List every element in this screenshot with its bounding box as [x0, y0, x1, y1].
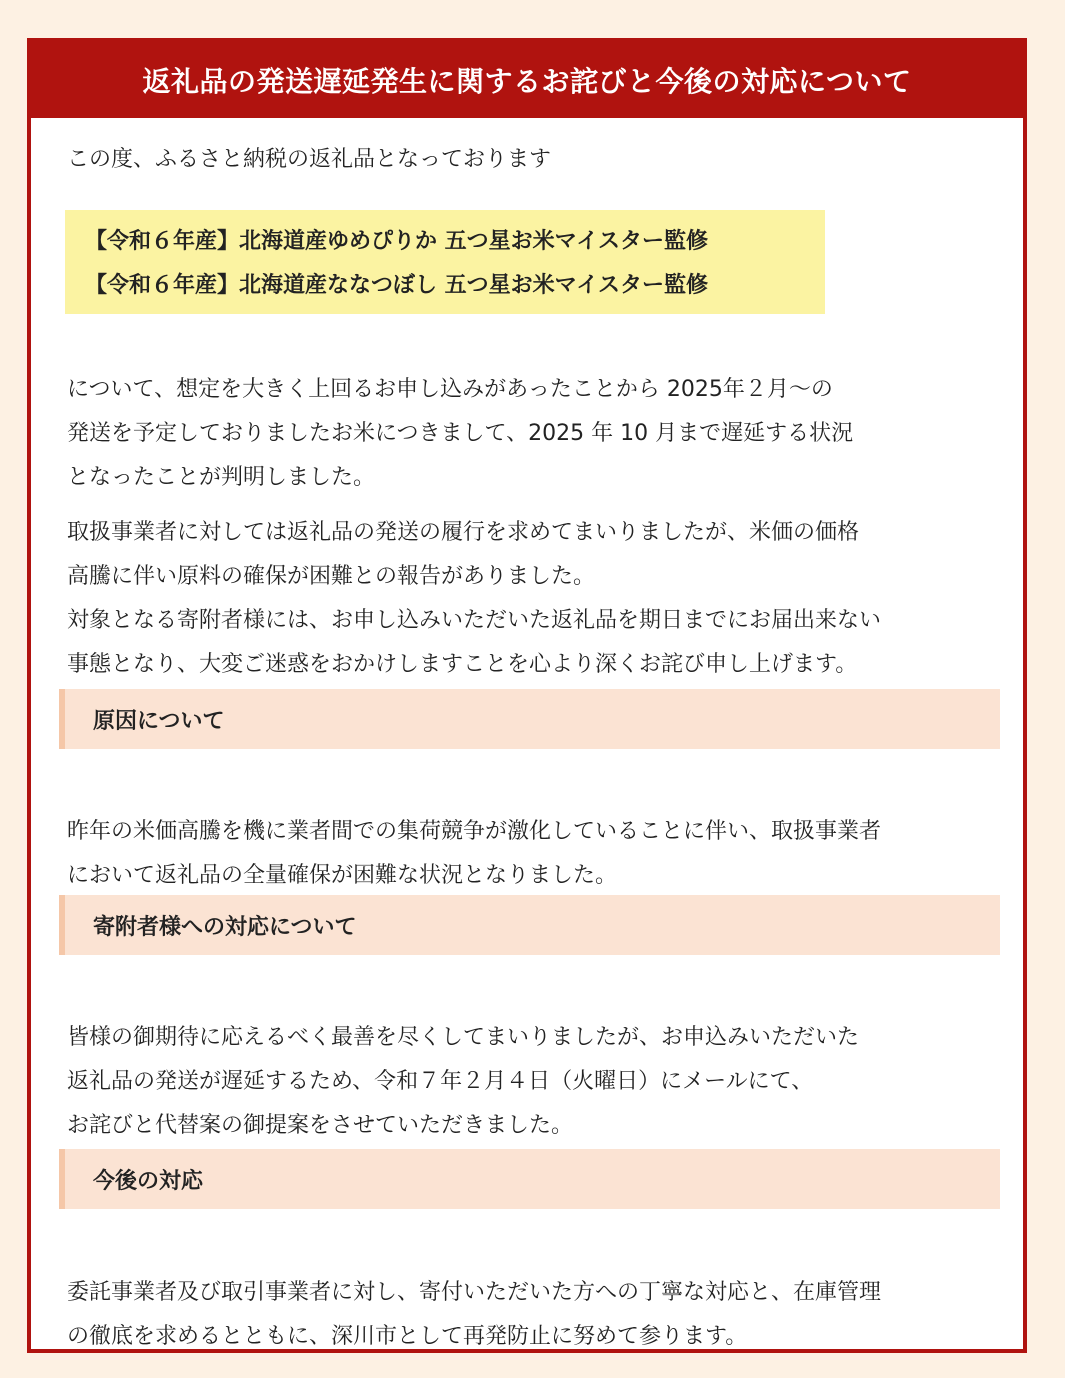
intro-paragraph — [67, 138, 551, 182]
paragraph-line: 取扱事業者に対しては返礼品の発送の履行を求めてまいりましたが、米価の価格 — [67, 520, 860, 545]
notice-title: 返礼品の発送遅延発生に関するお詫びと今後の対応について — [31, 42, 1023, 118]
section-heading-donor-response: 寄附者様への対応について — [59, 895, 1000, 955]
future-paragraph — [67, 1271, 881, 1359]
paragraph-line: 昨年の米価高騰を機に業者間での集荷競争が激化していることに伴い、取扱事業者 — [67, 819, 882, 844]
paragraph-line: 委託事業者及び取引事業者に対し、寄付いただいた方への丁寧な対応と、在庫管理 — [67, 1280, 882, 1305]
paragraph-line: において返礼品の全量確保が困難な状況となりました。 — [67, 863, 618, 888]
notice-box — [27, 38, 1027, 1353]
paragraph-line: 発送を予定しておりましたお米につきまして、2025 年 10 月まで遅延する状況 — [67, 421, 854, 446]
paragraph-line: 返礼品の発送が遅延するため、令和７年２月４日（火曜日）にメールにて、 — [67, 1069, 814, 1094]
apology-paragraph — [67, 511, 881, 687]
section-heading-future: 今後の対応 — [59, 1149, 1000, 1209]
product-highlight-box — [65, 210, 825, 314]
intro-line: この度、ふるさと納税の返礼品となっております — [67, 147, 552, 172]
paragraph-line: 皆様の御期待に応えるべく最善を尽くしてまいりましたが、お申込みいただいた — [67, 1025, 860, 1050]
product-name: 【令和６年産】北海道産ゆめぴりか 五つ星お米マイスター監修 — [85, 229, 709, 254]
product-name: 【令和６年産】北海道産ななつぼし 五つ星お米マイスター監修 — [85, 273, 709, 298]
paragraph-line: お詫びと代替案の御提案をさせていただきました。 — [67, 1113, 574, 1138]
paragraph-line: となったことが判明しました。 — [67, 465, 376, 490]
donor-response-paragraph — [67, 1016, 859, 1148]
cause-paragraph — [67, 810, 881, 898]
section-heading-cause: 原因について — [59, 689, 1000, 749]
paragraph-line: 対象となる寄附者様には、お申し込みいただいた返礼品を期日までにお届出来ない — [67, 608, 882, 633]
paragraph-line: 事態となり、大変ご迷惑をおかけしますことを心より深くお詫び申し上げます。 — [67, 652, 858, 677]
paragraph-line: の徹底を求めるとともに、深川市として再発防止に努めて参ります。 — [67, 1324, 748, 1349]
paragraph-line: について、想定を大きく上回るお申し込みがあったことから 2025年２月〜の — [67, 377, 833, 402]
paragraph-line: 高騰に伴い原料の確保が困難との報告がありました。 — [67, 564, 596, 589]
delay-paragraph — [67, 368, 853, 500]
notice-content — [31, 118, 1023, 1349]
